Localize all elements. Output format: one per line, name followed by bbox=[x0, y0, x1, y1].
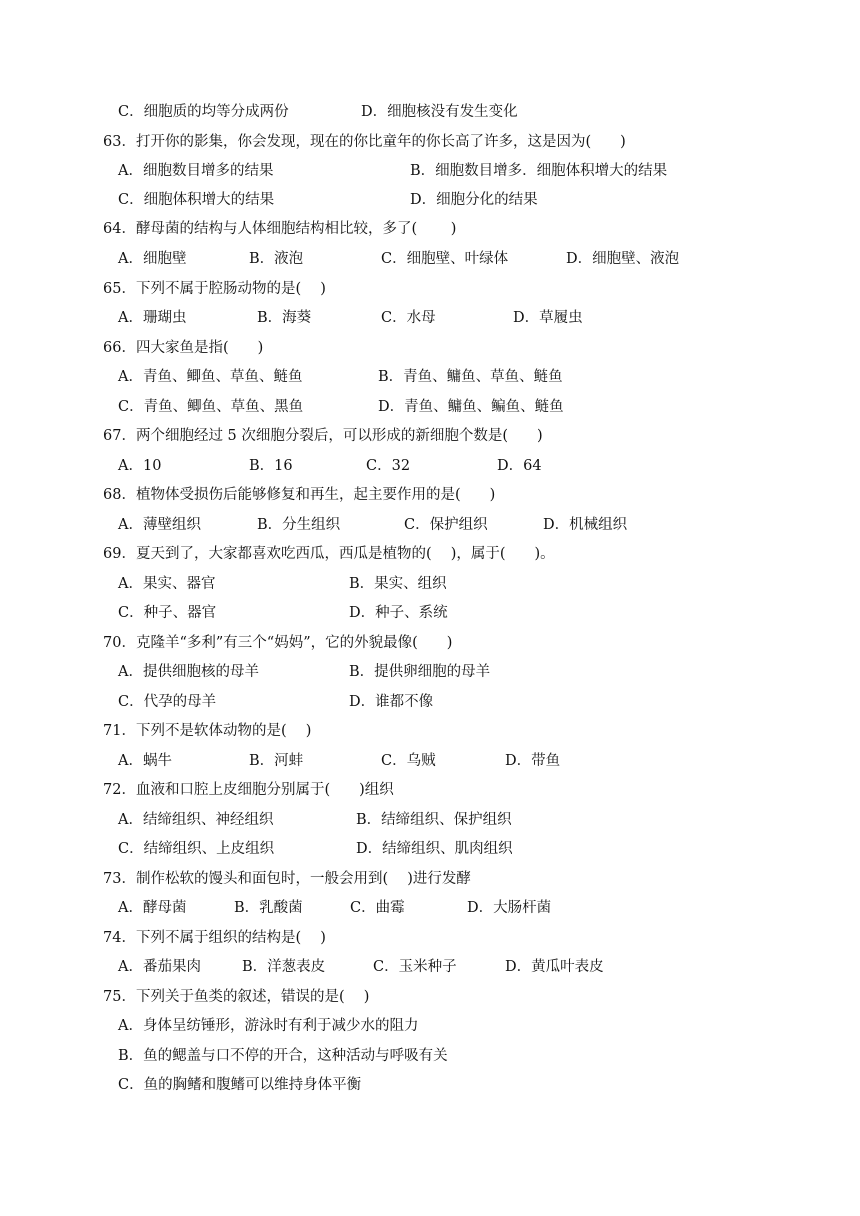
q71-option-d: D．带鱼 bbox=[505, 753, 561, 769]
q74-option-c: C．玉米种子 bbox=[373, 959, 457, 975]
q67-option-d: D．64 bbox=[497, 458, 542, 474]
question-72: 72．血液和口腔上皮细胞分别属于( )组织 bbox=[103, 782, 394, 798]
q69-option-d: D．种子、系统 bbox=[349, 605, 448, 621]
q70-option-b: B．提供卵细胞的母羊 bbox=[349, 664, 491, 680]
q64-option-c: C．细胞壁、叶绿体 bbox=[381, 251, 509, 267]
option-d-prev: D．细胞核没有发生变化 bbox=[361, 104, 518, 120]
q63-option-a: A．细胞数目增多的结果 bbox=[118, 163, 274, 179]
question-68: 68．植物体受损伤后能够修复和再生，起主要作用的是( ) bbox=[103, 487, 496, 503]
q70-option-c: C．代孕的母羊 bbox=[118, 694, 217, 710]
q63-option-b: B．细胞数目增多．细胞体积增大的结果 bbox=[410, 163, 668, 179]
q69-option-b: B．果实、组织 bbox=[349, 576, 447, 592]
q68-option-c: C．保护组织 bbox=[404, 517, 488, 533]
q75-option-c: C．鱼的胸鳍和腹鳍可以维持身体平衡 bbox=[118, 1077, 362, 1093]
q66-option-c: C．青鱼、鲫鱼、草鱼、黑鱼 bbox=[118, 399, 304, 415]
q65-option-d: D．草履虫 bbox=[513, 310, 583, 326]
q73-option-a: A．酵母菌 bbox=[118, 900, 187, 916]
q67-option-a: A．10 bbox=[118, 458, 162, 474]
q70-option-d: D．谁都不像 bbox=[349, 694, 434, 710]
q65-option-c: C．水母 bbox=[381, 310, 436, 326]
q64-option-b: B．液泡 bbox=[249, 251, 304, 267]
q65-option-a: A．珊瑚虫 bbox=[118, 310, 187, 326]
q73-option-d: D．大肠杆菌 bbox=[467, 900, 552, 916]
q75-option-b: B．鱼的鳃盖与口不停的开合，这种活动与呼吸有关 bbox=[118, 1048, 448, 1064]
q67-option-c: C．32 bbox=[366, 458, 411, 474]
question-67: 67．两个细胞经过 5 次细胞分裂后，可以形成的新细胞个数是( ) bbox=[103, 428, 543, 444]
q64-option-a: A．细胞壁 bbox=[118, 251, 187, 267]
q75-option-a: A．身体呈纺锤形，游泳时有利于减少水的阻力 bbox=[118, 1018, 419, 1034]
q68-option-a: A．薄壁组织 bbox=[118, 517, 201, 533]
q66-option-b: B．青鱼、鳙鱼、草鱼、鲢鱼 bbox=[378, 369, 563, 385]
question-74: 74．下列不属于组织的结构是( ) bbox=[103, 930, 326, 946]
question-70: 70．克隆羊“多利”有三个“妈妈”，它的外貌最像( ) bbox=[103, 635, 453, 651]
question-75: 75．下列关于鱼类的叙述，错误的是( ) bbox=[103, 989, 370, 1005]
q68-option-b: B．分生组织 bbox=[257, 517, 341, 533]
q74-option-a: A．番茄果肉 bbox=[118, 959, 201, 975]
q71-option-a: A．蜗牛 bbox=[118, 753, 172, 769]
question-64: 64．酵母菌的结构与人体细胞结构相比较，多了( ) bbox=[103, 221, 457, 237]
q65-option-b: B．海葵 bbox=[257, 310, 312, 326]
q69-option-c: C．种子、器官 bbox=[118, 605, 217, 621]
question-63: 63．打开你的影集，你会发现，现在的你比童年的你长高了许多，这是因为( ) bbox=[103, 134, 626, 150]
q71-option-b: B．河蚌 bbox=[249, 753, 304, 769]
question-71: 71．下列不是软体动物的是( ) bbox=[103, 723, 312, 739]
q66-option-d: D．青鱼、鳙鱼、鳊鱼、鲢鱼 bbox=[378, 399, 564, 415]
q71-option-c: C．乌贼 bbox=[381, 753, 436, 769]
q72-option-a: A．结缔组织、神经组织 bbox=[118, 812, 274, 828]
q63-option-c: C．细胞体积增大的结果 bbox=[118, 192, 275, 208]
q68-option-d: D．机械组织 bbox=[543, 517, 628, 533]
q63-option-d: D．细胞分化的结果 bbox=[410, 192, 538, 208]
question-66: 66．四大家鱼是指( ) bbox=[103, 340, 264, 356]
q72-option-d: D．结缔组织、肌肉组织 bbox=[356, 841, 513, 857]
q72-option-c: C．结缔组织、上皮组织 bbox=[118, 841, 275, 857]
q70-option-a: A．提供细胞核的母羊 bbox=[118, 664, 259, 680]
q73-option-b: B．乳酸菌 bbox=[234, 900, 303, 916]
q64-option-d: D．细胞壁、液泡 bbox=[566, 251, 680, 267]
question-73: 73．制作松软的馒头和面包时，一般会用到( )进行发酵 bbox=[103, 871, 471, 887]
q66-option-a: A．青鱼、鲫鱼、草鱼、鲢鱼 bbox=[118, 369, 303, 385]
q72-option-b: B．结缔组织、保护组织 bbox=[356, 812, 512, 828]
option-c-prev: C．细胞质的均等分成两份 bbox=[118, 104, 289, 120]
question-69: 69．夏天到了，大家都喜欢吃西瓜，西瓜是植物的( )，属于( )。 bbox=[103, 546, 555, 562]
q69-option-a: A．果实、器官 bbox=[118, 576, 216, 592]
q74-option-d: D．黄瓜叶表皮 bbox=[505, 959, 604, 975]
q67-option-b: B．16 bbox=[249, 458, 293, 474]
q74-option-b: B．洋葱表皮 bbox=[242, 959, 326, 975]
q73-option-c: C．曲霉 bbox=[350, 900, 405, 916]
question-65: 65．下列不属于腔肠动物的是( ) bbox=[103, 281, 326, 297]
